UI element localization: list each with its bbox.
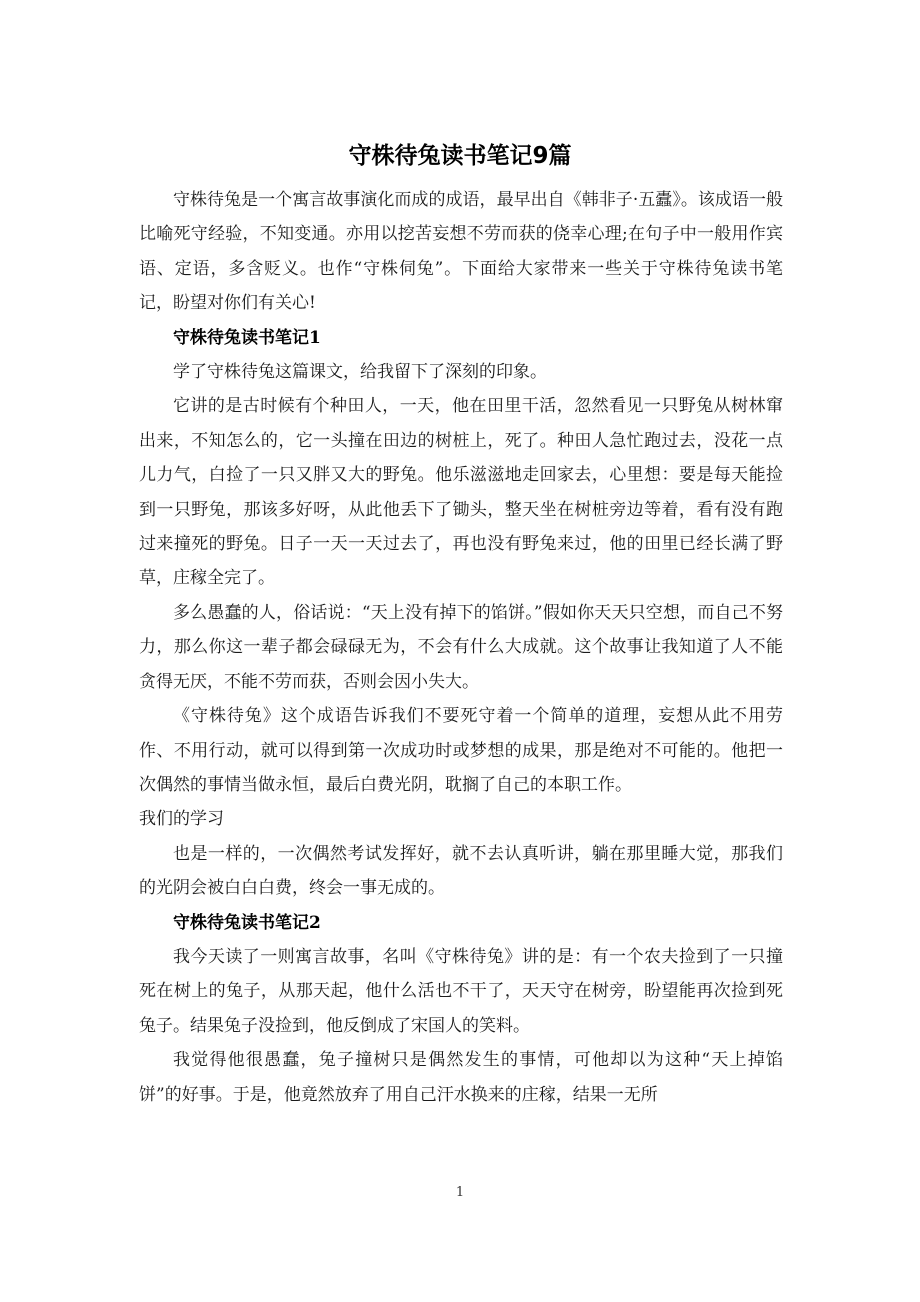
page-number: 1 [455, 1185, 465, 1200]
paragraph: 《守株待兔》这个成语告诉我们不要死守着一个简单的道理，妄想从此不用劳作、不用行动，就可以得到第一次成功时或梦想的成果，那是绝对不可能的。他把一次偶然的事情当做永恒，最后白费光阴，耽搁了自己的本职工作。 [139, 706, 783, 795]
paragraph: 我今天读了一则寓言故事，名叫《守株待兔》讲的是：有一个农夫捡到了一只撞死在树上的兔子，从那天起，他什么活也不干了，天天守在树旁，盼望能再次捡到死兔子。结果兔子没捡到，他反倒成了宋国人的笑料。 [139, 946, 783, 1036]
paragraph: 我们的学习 [139, 809, 224, 830]
page-title: 守株待兔读书笔记9篇 [348, 143, 572, 169]
document-body [139, 183, 783, 1112]
intro-paragraph: 守株待兔是一个寓言故事演化而成的成语，最早出自《韩非子·五蠹》。该成语一般比喻死守经验，不知变通。亦用以挖苦妄想不劳而获的侥幸心理;在句子中一般用作宾语、定语，多含贬义。也作“守株伺兔”。下面给大家带来一些关于守株待兔读书笔记，盼望对你们有关心! [139, 190, 783, 314]
paragraph: 它讲的是古时候有个种田人，一天，他在田里干活，忽然看见一只野兔从树林窜出来，不知怎么的，它一头撞在田边的树桩上，死了。种田人急忙跑过去，没花一点儿力气，白捡了一只又胖又大的野兔。他乐滋滋地走回家去，心里想：要是每天能捡到一只野兔，那该多好呀，从此他丢下了锄头，整天坐在树桩旁边等着，看有没有跑过来撞死的野兔。日子一天一天过去了，再也没有野兔来过，他的田里已经长满了野草，庄稼全完了。 [139, 396, 783, 589]
section-heading-1: 守株待兔读书笔记1 [173, 327, 321, 348]
section-heading-2: 守株待兔读书笔记2 [173, 912, 321, 933]
paragraph: 也是一样的，一次偶然考试发挥好，就不去认真听讲，躺在那里睡大觉，那我们的光阴会被白白白费，终会一事无成的。 [139, 843, 783, 899]
paragraph: 我觉得他很愚蠢，兔子撞树只是偶然发生的事情，可他却以为这种“天上掉馅饼”的好事。于是，他竟然放弃了用自己汗水换来的庄稼，结果一无所 [139, 1050, 783, 1105]
paragraph: 多么愚蠢的人，俗话说：“天上没有掉下的馅饼。”假如你天天只空想，而自己不努力，那么你这一辈子都会碌碌无为，不会有什么大成就。这个故事让我知道了人不能贪得无厌，不能不劳而获，否则会因小失大。 [139, 602, 783, 692]
paragraph: 学了守株待兔这篇课文，给我留下了深刻的印象。 [173, 362, 547, 383]
